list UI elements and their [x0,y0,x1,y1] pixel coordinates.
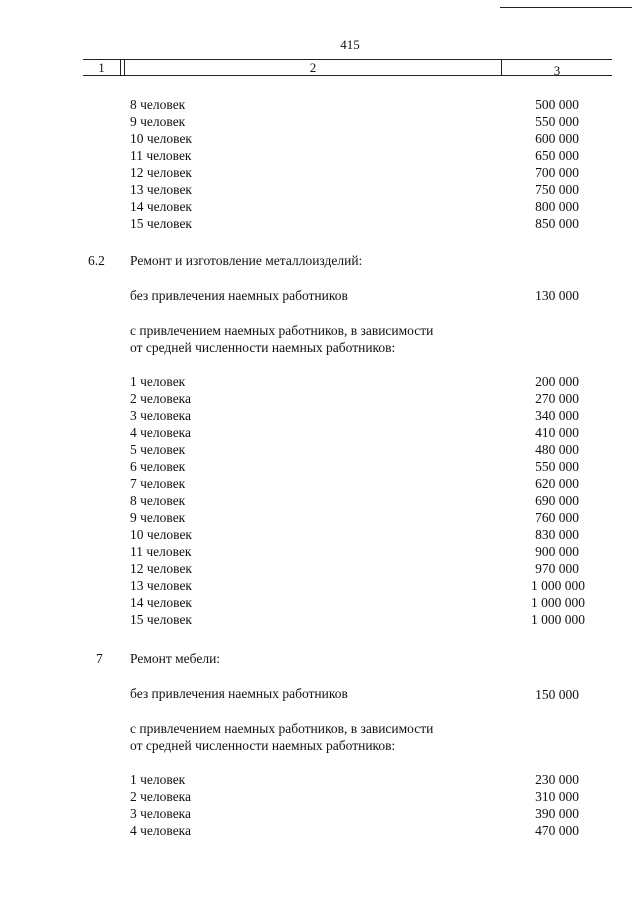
row-label: 15 человек [130,612,192,627]
section-6-2-number: 6.2 [88,253,105,268]
row-value: 970 000 [535,561,579,576]
header-col-3: 3 [553,63,561,78]
row-label: 7 человек [130,476,186,491]
row-value: 600 000 [535,131,579,146]
row-value: 340 000 [535,408,579,423]
row-label: 10 человек [130,131,192,146]
row-value: 760 000 [535,510,579,525]
row-value: 550 000 [535,459,579,474]
row-label: 5 человек [130,442,186,457]
row-value: 650 000 [535,148,579,163]
section-6-2-hired-line2: от средней численности наемных работников: [130,340,396,355]
row-value: 1 000 000 [531,595,585,610]
section-7-number: 7 [96,651,103,666]
row-label: 10 человек [130,527,192,542]
row-value: 1 000 000 [531,578,585,593]
row-label: 4 человека [130,425,192,440]
row-value: 270 000 [535,391,579,406]
row-value: 620 000 [535,476,579,491]
row-value: 550 000 [535,114,579,129]
row-label: 12 человек [130,165,192,180]
row-label: 9 человек [130,510,186,525]
row-label: 2 человека [130,391,192,406]
section-7-title: Ремонт мебели: [130,651,221,666]
section-7-no-hired-label: без привлечения наемных работников [130,686,348,701]
row-label: 13 человек [130,578,192,593]
row-label: 11 человек [130,148,192,163]
page-number: 415 [340,37,360,52]
row-label: 9 человек [130,114,186,129]
section-6-2-title: Ремонт и изготовление металлоизделий: [130,253,363,268]
row-value: 800 000 [535,199,579,214]
row-label: 8 человек [130,493,186,508]
section-7-no-hired-value: 150 000 [535,687,579,702]
row-value: 750 000 [535,182,579,197]
row-label: 6 человек [130,459,186,474]
row-label: 8 человек [130,97,186,112]
section-7-hired-line1: с привлечением наемных работников, в зависимости [130,721,434,736]
row-value: 230 000 [535,772,579,787]
header-col-1: 1 [98,60,105,75]
row-value: 410 000 [535,425,579,440]
row-value: 480 000 [535,442,579,457]
row-label: 2 человека [130,789,192,804]
section-6-2-no-hired-value: 130 000 [535,288,579,303]
row-value: 850 000 [535,216,579,231]
row-label: 3 человека [130,806,192,821]
row-value: 830 000 [535,527,579,542]
row-value: 900 000 [535,544,579,559]
row-value: 310 000 [535,789,579,804]
section-7-hired-line2: от средней численности наемных работников: [130,738,396,753]
row-label: 4 человека [130,823,192,838]
row-label: 3 человека [130,408,192,423]
row-label: 13 человек [130,182,192,197]
row-label: 14 человек [130,199,192,214]
section-6-2-no-hired-label: без привлечения наемных работников [130,288,348,303]
row-label: 15 человек [130,216,192,231]
top-rule [500,7,632,8]
row-label: 12 человек [130,561,192,576]
row-value: 390 000 [535,806,579,821]
row-label: 11 человек [130,544,192,559]
section-6-2-hired-line1: с привлечением наемных работников, в зависимости [130,323,434,338]
row-label: 1 человек [130,772,186,787]
row-label: 1 человек [130,374,186,389]
header-col-2: 2 [309,60,317,75]
row-label: 14 человек [130,595,192,610]
row-value: 690 000 [535,493,579,508]
row-value: 700 000 [535,165,579,180]
row-value: 470 000 [535,823,579,838]
row-value: 200 000 [535,374,579,389]
table-header [83,59,612,76]
row-value: 1 000 000 [531,612,585,627]
row-value: 500 000 [535,97,579,112]
